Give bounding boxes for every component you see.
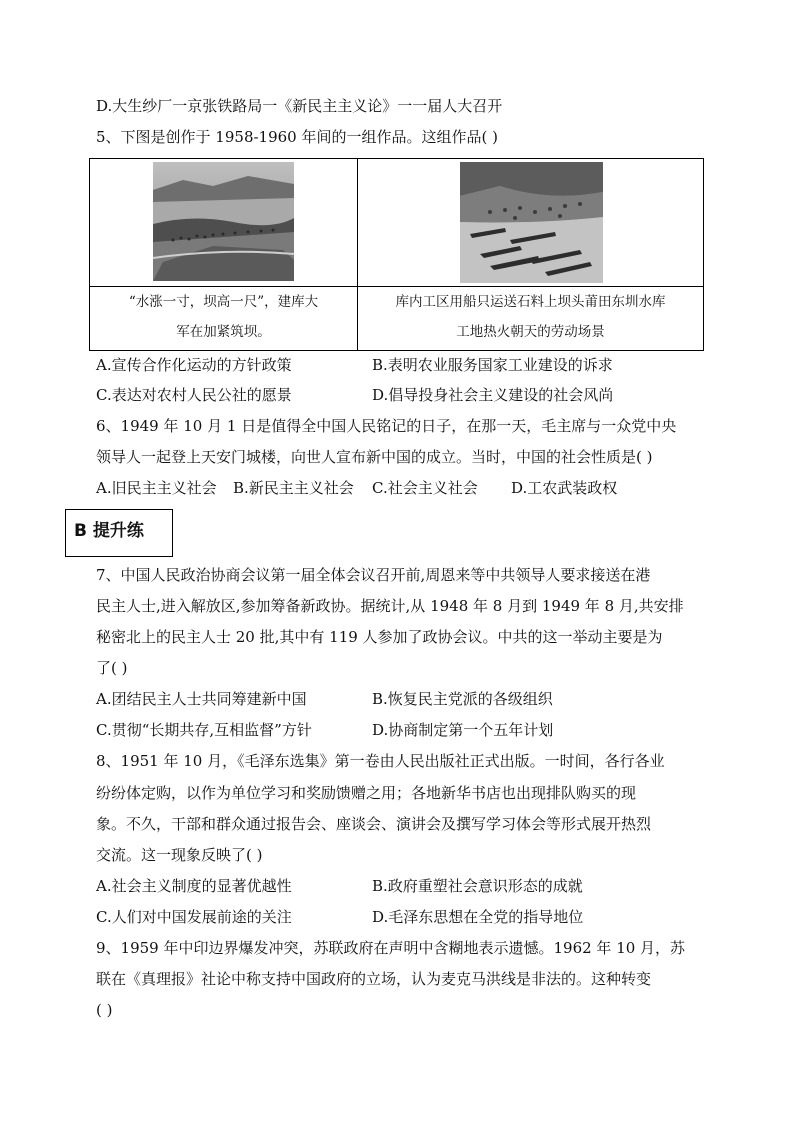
caption-right-line2: 工地热火朝天的劳动场景: [456, 324, 605, 340]
q7-option-a: A.团结民主人士共同筹建新中国: [96, 690, 307, 708]
section-title: B 提升练: [74, 521, 144, 541]
q7-stem-line4: 了( ): [96, 659, 128, 677]
figure-caption-left: [90, 287, 357, 347]
q8-option-b: B.政府重塑社会意识形态的成就: [372, 877, 583, 895]
caption-left-line2: 军在加紧筑坝。: [176, 324, 271, 340]
q6-option-c: C.社会主义社会: [372, 479, 478, 497]
q9-stem-line3: ( ): [96, 1001, 113, 1019]
q9-stem-line1: 9、1959 年中印边界爆发冲突，苏联政府在声明中含糊地表示遗憾。1962 年 10 月，苏: [96, 939, 686, 957]
dam-construction-photo: [153, 162, 294, 281]
q7-stem-line2: 民主人士,进入解放区,参加筹备新政协。据统计,从 1948 年 8 月到 1949 年 8 月,共安排: [96, 597, 684, 615]
q5-stem: 5、下图是创作于 1958-1960 年间的一组作品。这组作品( ): [96, 128, 498, 146]
boats-reservoir-photo: [460, 162, 603, 283]
q6-option-a: A.旧民主主义社会: [96, 479, 217, 497]
q8-option-a: A.社会主义制度的显著优越性: [96, 877, 292, 895]
q8-option-c: C.人们对中国发展前途的关注: [96, 908, 292, 926]
q5-option-c: C.表达对农村人民公社的愿景: [96, 386, 292, 404]
q7-option-d: D.协商制定第一个五年计划: [372, 721, 554, 739]
figure-caption-right: [358, 287, 703, 347]
q8-stem-line2: 纷纷体定购，以作为单位学习和奖励馈赠之用；各地新华书店也出现排队购买的现: [96, 784, 637, 802]
q8-option-d: D.毛泽东思想在全党的指导地位: [372, 908, 584, 926]
section-header-box: [65, 509, 173, 557]
q7-option-b: B.恢复民主党派的各级组织: [372, 690, 553, 708]
q6-option-d: D.工农武装政权: [511, 479, 618, 497]
q8-stem-line1: 8、1951 年 10 月，《毛泽东选集》第一卷由人民出版社正式出版。一时间，各行各业: [96, 752, 665, 770]
q5-figure-table: [89, 158, 704, 351]
q6-option-b: B.新民主主义社会: [233, 479, 354, 497]
q6-stem-line1: 6、1949 年 10 月 1 日是值得全中国人民铭记的日子，在那一天，毛主席与一众党中央: [96, 417, 677, 435]
q8-stem-line3: 象。不久，干部和群众通过报告会、座谈会、演讲会及撰写学习体会等形式展开热烈: [96, 815, 652, 833]
q7-stem-line3: 秘密北上的民主人士 20 批,其中有 119 人参加了政协会议。中共的这一举动主要是为: [96, 628, 663, 646]
caption-right-line1: 库内工区用船只运送石料上坝头莆田东圳水库: [395, 294, 666, 310]
caption-left-line1: “水涨一寸，坝高一尺”，建库大: [128, 294, 319, 310]
q8-stem-line4: 交流。这一现象反映了( ): [96, 846, 263, 864]
q5-option-b: B.表明农业服务国家工业建设的诉求: [372, 356, 613, 374]
q7-option-c: C.贯彻“长期共存,互相监督”方针: [96, 721, 312, 739]
q5-option-a: A.宣传合作化运动的方针政策: [96, 356, 292, 374]
q4-option-d: D.大生纱厂一京张铁路局一《新民主主义论》一一届人大召开: [96, 97, 503, 115]
q6-stem-line2: 领导人一起登上天安门城楼，向世人宣布新中国的成立。当时，中国的社会性质是( ): [96, 448, 653, 466]
q5-option-d: D.倡导投身社会主义建设的社会风尚: [372, 386, 614, 404]
q9-stem-line2: 联在《真理报》社论中称支持中国政府的立场，认为麦克马洪线是非法的。这种转变: [96, 970, 652, 988]
q7-stem-line1: 7、中国人民政治协商会议第一届全体会议召开前,周恩来等中共领导人要求接送在港: [96, 566, 651, 584]
